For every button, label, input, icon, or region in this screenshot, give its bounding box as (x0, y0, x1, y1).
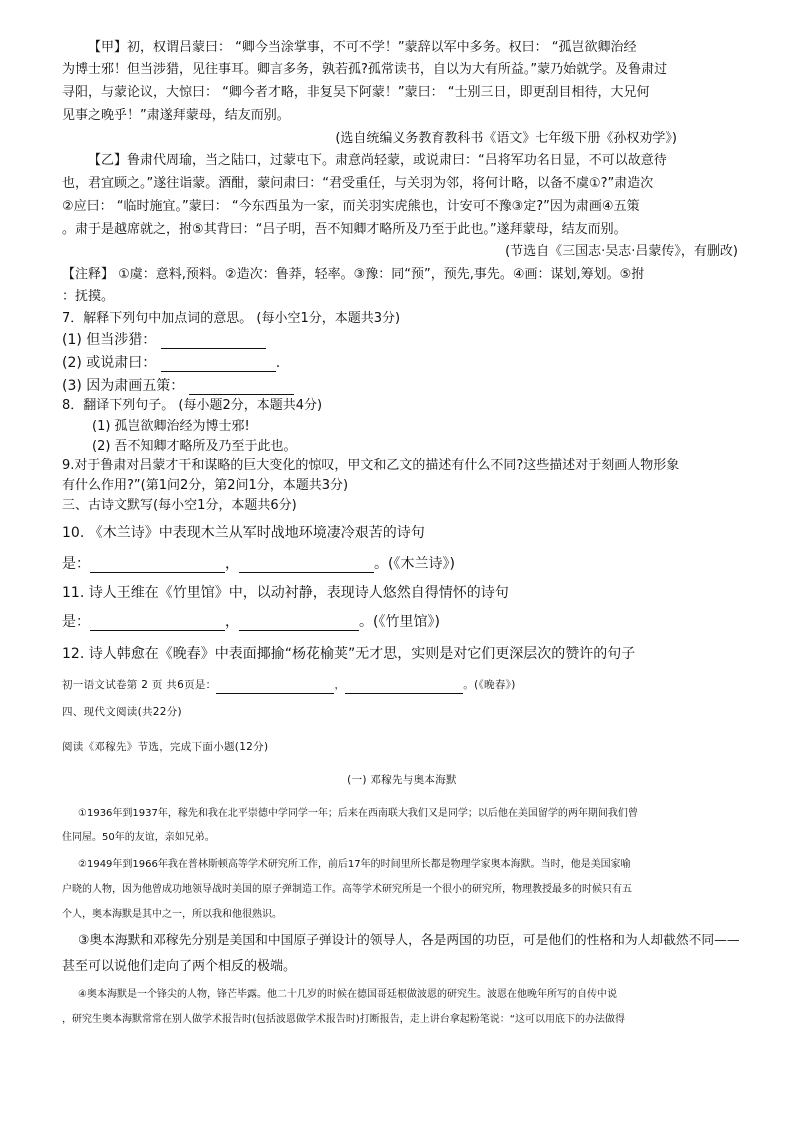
q10-answer-2-blank[interactable] (239, 558, 374, 573)
passage-jia-line-3: 寻阳，与蒙论议，大惊曰： “卿今者才略，非复吴下阿蒙！”蒙曰： “士别三日，即更刮目相待，大兄何 (62, 85, 650, 100)
q12-sep: ， (334, 679, 346, 691)
q8-item-1: (1) 孤岂欲卿治经为博士邪! (92, 419, 250, 434)
q7-item-3-label: (3) 因为肃画五策： (62, 378, 185, 394)
q8-stem: 8．翻译下列句子。 (每小题2分，本题共4分) (62, 398, 323, 413)
q10-answer-1-blank[interactable] (90, 558, 225, 573)
q11-prefix: 是： (62, 614, 90, 630)
reading-p4-line-1: ④奥本海默是一个锋尖的人物，锋芒毕露。他二十几岁的时候在德国哥廷根做波恩的研究生。波恩在他晚年所写的自传中说 (78, 989, 617, 1000)
reading-p2-line-3: 个人，奥本海默是其中之一，所以我和他很熟识。 (62, 909, 282, 920)
q12-suffix: 。(《晚春》) (463, 679, 516, 691)
passage-yi-line-2: 也，君宜顾之。”遂往诣蒙。酒酣，蒙问肃曰：“君受重任，与关羽为邻，将何计略，以备不虞①?”肃造次 (62, 176, 654, 191)
q12-answer-1-blank[interactable] (216, 682, 334, 694)
reading-subtitle: (一) 邓稼先与奥本海默 (347, 774, 457, 786)
q11-answer-2-blank[interactable] (239, 616, 359, 631)
passage-jia-line-2: 为博士邪！但当涉猎，见往事耳。卿言多务，孰若孤?孤常读书，自以为大有所益。”蒙乃始就学。及鲁肃过 (62, 62, 668, 77)
reading-p4-line-2: ，研究生奥本海默常常在别人做学术报告时(包括波恩做学术报告时)打断报告，走上讲台拿起粉笔说：“这可以用底下的办法做得 (62, 1014, 625, 1025)
q8-item-2: (2) 吾不知卿才略所及乃至于此也。 (92, 439, 297, 454)
q7-item-2 (62, 354, 742, 372)
q7-item-2-label: (2) 或说肃曰： (62, 355, 157, 371)
q7-item-3 (62, 377, 742, 395)
q11-answer-line (62, 613, 742, 631)
reading-p2-line-1: ②1949年到1966年我在普林斯顿高等学术研究所工作，前后17年的时间里所长都是物理学家奥本海默。当时，他是美国家喻 (78, 859, 631, 870)
q12-answer-2-blank[interactable] (345, 682, 463, 694)
q10-suffix: 。(《木兰诗》) (374, 556, 455, 572)
reading-p2-line-2: 户晓的人物，因为他曾成功地领导战时美国的原子弹制造工作。高等学术研究所是一个很小的研究所，物理教授最多的时候只有五 (62, 884, 632, 895)
q10-sep: ， (225, 556, 239, 572)
reading-p1-line-1: ①1936年到1937年，稼先和我在北平崇德中学同学一年；后来在西南联大我们又是同学；以后他在美国留学的两年期间我们曾 (78, 808, 638, 819)
q11-sep: ， (225, 614, 239, 630)
q12-stem: 12. 诗人韩愈在《晚春》中表面揶揄“杨花榆荚”无才思，实则是对它们更深层次的赞许的句子 (62, 646, 636, 662)
reading-intro: 阅读《邓稼先》节选，完成下面小题(12分) (62, 741, 269, 753)
section-3-title: 三、古诗文默写(每小空1分，本题共6分) (62, 498, 297, 513)
notes-line-1: 【注释】 ①虞：意料,预料。②造次：鲁莽，轻率。③豫：同“预”，预先,事先。④画：谋划,筹划。⑤拊 (62, 267, 645, 282)
passage-yi-line-4: 。肃于是越席就之，拊⑤其背曰：“吕子明，吾不知卿才略所及乃至于此也。”遂拜蒙母，结友而别。 (62, 222, 627, 237)
passage-yi-line-3: ②应曰： “临时施宜。”蒙曰： “今东西虽为一家，而关羽实虎熊也，计安可不豫③定?”因为肃画④五策 (62, 199, 640, 214)
passage-jia-line-4: 见事之晚乎！”肃遂拜蒙母，结友而别。 (62, 108, 290, 123)
passage-jia-source: (选自统编义务教育教科书《语文》七年级下册《孙权劝学》) (335, 131, 677, 146)
q12-answer-line (62, 676, 742, 694)
q9-line-1: 9.对于鲁肃对吕蒙才干和谋略的巨大变化的惊叹，甲文和乙文的描述有什么不同?这些描述对于刻画人物形象 (62, 458, 680, 473)
reading-p3-line-1: ③奥本海默和邓稼先分别是美国和中国原子弹设计的领导人，各是两国的功臣，可是他们的性格和为人却截然不同—— (78, 933, 740, 948)
q7-stem: 7．解释下列句中加点词的意思。 (每小空1分，本题共3分) (62, 311, 401, 326)
passage-yi-source: (节选自《三国志·吴志·吕蒙传》，有删改) (505, 244, 738, 259)
page-footer-and-prefix: 初一语文试卷第 2 页 共6页是： (62, 679, 217, 691)
q7-answer-3-blank[interactable] (189, 380, 294, 395)
q11-answer-1-blank[interactable] (90, 616, 225, 631)
section-4-title: 四、现代文阅读(共22分) (62, 706, 182, 718)
q7-item-1-label: (1) 但当涉猎： (62, 332, 157, 348)
reading-p3-line-2: 甚至可以说他们走向了两个相反的极端。 (62, 959, 297, 974)
q7-answer-2-blank[interactable] (161, 357, 276, 372)
q10-prefix: 是： (62, 556, 90, 572)
q7-item-1 (62, 331, 742, 349)
q11-stem: 11. 诗人王维在《竹里馆》中，以动衬静，表现诗人悠然自得情怀的诗句 (62, 585, 509, 601)
q10-stem: 10. 《木兰诗》中表现木兰从军时战地环境凄冷艰苦的诗句 (62, 525, 425, 541)
q7-item-2-end: . (275, 355, 281, 371)
q11-suffix: 。(《竹里馆》) (359, 614, 440, 630)
passage-yi-line-1: 【乙】鲁肃代周瑜，当之陆口，过蒙屯下。肃意尚轻蒙，或说肃曰：“吕将军功名日显，不可以故意待 (88, 153, 667, 168)
notes-line-2: ：抚摸。 (62, 289, 115, 304)
passage-jia-line-1: 【甲】初，权谓吕蒙曰： “卿今当涂掌事，不可不学！”蒙辞以军中多务。权曰： “孤岂欲卿治经 (88, 40, 637, 55)
q9-line-2: 有什么作用?”(第1问2分，第2问1分，本题共3分) (62, 478, 349, 493)
reading-p1-line-2: 住同屋。50年的友谊，亲如兄弟。 (62, 832, 215, 843)
q7-answer-1-blank[interactable] (161, 334, 266, 349)
q10-answer-line (62, 555, 742, 573)
